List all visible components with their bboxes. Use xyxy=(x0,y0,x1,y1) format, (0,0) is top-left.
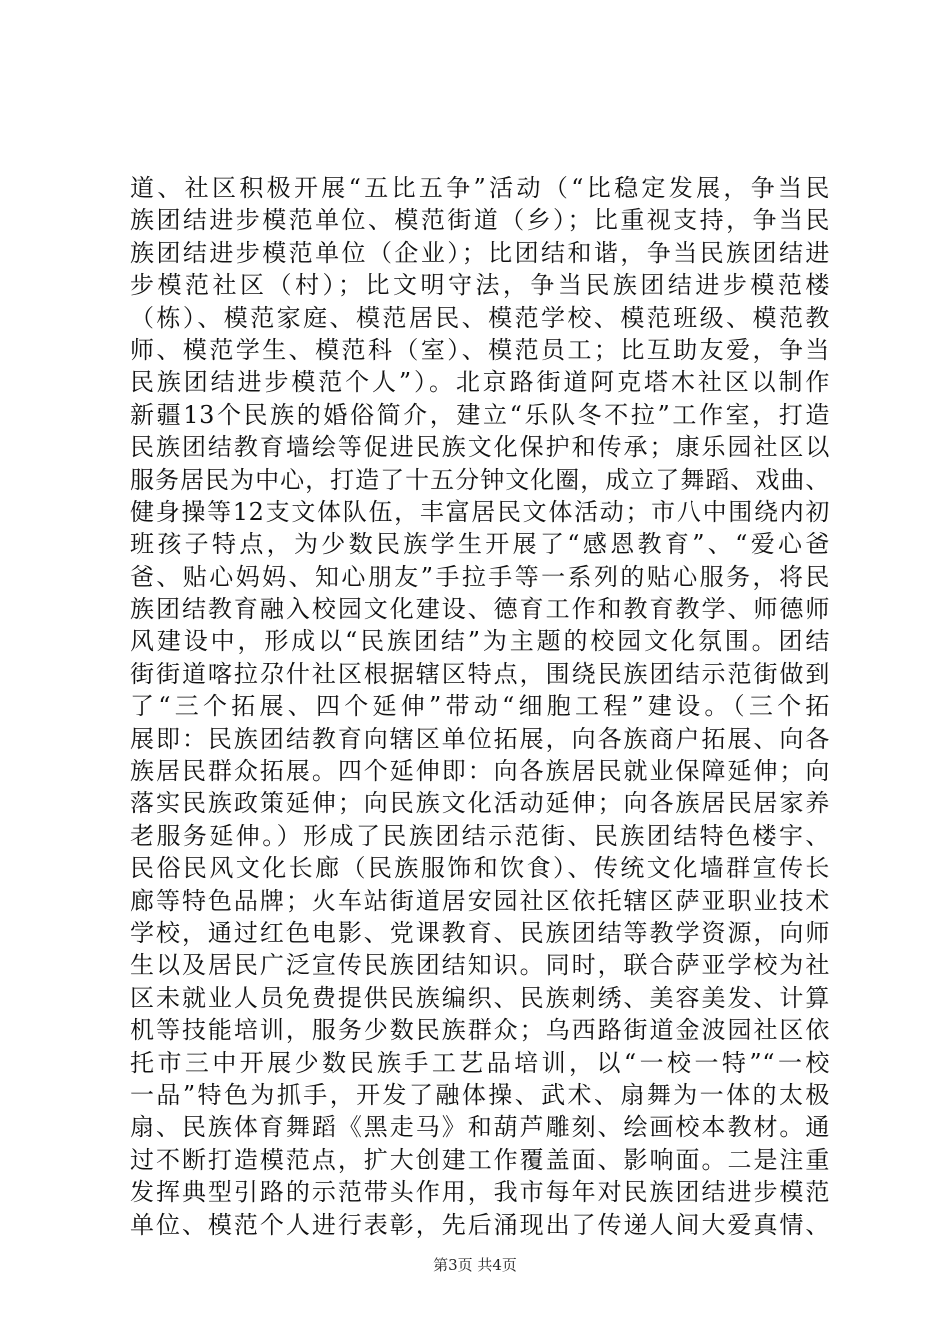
body-text xyxy=(130,172,830,1241)
text-line: 民族团结进步模范个人”）。北京路街道阿克塔木社区以制作 xyxy=(130,368,830,397)
text-line: 机等技能培训，服务少数民族群众；乌西路街道金波园社区依 xyxy=(130,1016,830,1045)
text-line: 爸、贴心妈妈、知心朋友”手拉手等一系列的贴心服务，将民 xyxy=(130,562,830,591)
text-line: 族团结进步模范单位（企业）；比团结和谐，争当民族团结进 xyxy=(130,238,830,267)
text-line: 族居民群众拓展。四个延伸即：向各族居民就业保障延伸；向 xyxy=(130,757,830,786)
text-line: 了“三个拓展、四个延伸”带动“细胞工程”建设。（三个拓 xyxy=(130,692,830,721)
text-line: 服务居民为中心，打造了十五分钟文化圈，成立了舞蹈、戏曲、 xyxy=(130,465,830,494)
text-line: 老服务延伸。）形成了民族团结示范街、民族团结特色楼宇、 xyxy=(130,821,830,850)
text-line: 区未就业人员免费提供民族编织、民族刺绣、美容美发、计算 xyxy=(130,983,830,1012)
text-line: 风建设中，形成以“民族团结”为主题的校园文化氛围。团结 xyxy=(130,627,830,656)
text-line: 发挥典型引路的示范带头作用，我市每年对民族团结进步模范 xyxy=(130,1178,830,1207)
text-line: （栋）、模范家庭、模范居民、模范学校、模范班级、模范教 xyxy=(130,303,830,332)
text-line: 道、社区积极开展“五比五争”活动（“比稳定发展，争当民 xyxy=(130,174,830,202)
text-line: 族团结教育融入校园文化建设、德育工作和教育教学、师德师 xyxy=(130,595,830,624)
text-line: 民俗民风文化长廊（民族服饰和饮食）、传统文化墙群宣传长 xyxy=(130,854,830,883)
text-line: 一品”特色为抓手，开发了融体操、武术、扇舞为一体的太极 xyxy=(130,1080,830,1109)
text-line: 生以及居民广泛宣传民族团结知识。同时，联合萨亚学校为社 xyxy=(130,951,830,980)
text-line: 落实民族政策延伸；向民族文化活动延伸；向各族居民居家养 xyxy=(130,789,830,818)
text-line: 师、模范学生、模范科（室）、模范员工；比互助友爱，争当 xyxy=(130,335,830,364)
text-line: 街街道喀拉尕什社区根据辖区特点，围绕民族团结示范街做到 xyxy=(130,659,830,688)
text-line: 健身操等12支文体队伍，丰富居民文体活动；市八中围绕内初 xyxy=(130,497,830,526)
text-line: 学校，通过红色电影、党课教育、民族团结等教学资源，向师 xyxy=(130,918,830,947)
text-line: 族团结进步模范单位、模范街道（乡）；比重视支持，争当民 xyxy=(130,206,830,235)
text-line: 步模范社区（村）；比文明守法，争当民族团结进步模范楼 xyxy=(130,271,830,300)
text-line: 班孩子特点，为少数民族学生开展了“感恩教育”、“爱心爸 xyxy=(130,530,830,559)
text-line: 廊等特色品牌；火车站街道居安园社区依托辖区萨亚职业技术 xyxy=(130,886,830,915)
text-line: 过不断打造模范点，扩大创建工作覆盖面、影响面。二是注重 xyxy=(130,1145,830,1174)
text-line: 民族团结教育墙绘等促进民族文化保护和传承；康乐园社区以 xyxy=(130,433,830,462)
text-line: 展即：民族团结教育向辖区单位拓展，向各族商户拓展、向各 xyxy=(130,724,830,753)
text-line: 扇、民族体育舞蹈《黑走马》和葫芦雕刻、绘画校本教材。通 xyxy=(130,1113,830,1142)
text-line: 新疆13个民族的婚俗简介，建立“乐队冬不拉”工作室，打造 xyxy=(130,400,830,429)
page-footer: 第3页 共4页 xyxy=(433,1256,517,1274)
text-line: 单位、模范个人进行表彰，先后涌现出了传递人间大爱真情、 xyxy=(130,1210,830,1239)
text-line: 托市三中开展少数民族手工艺品培训，以“一校一特”“一校 xyxy=(130,1048,830,1077)
